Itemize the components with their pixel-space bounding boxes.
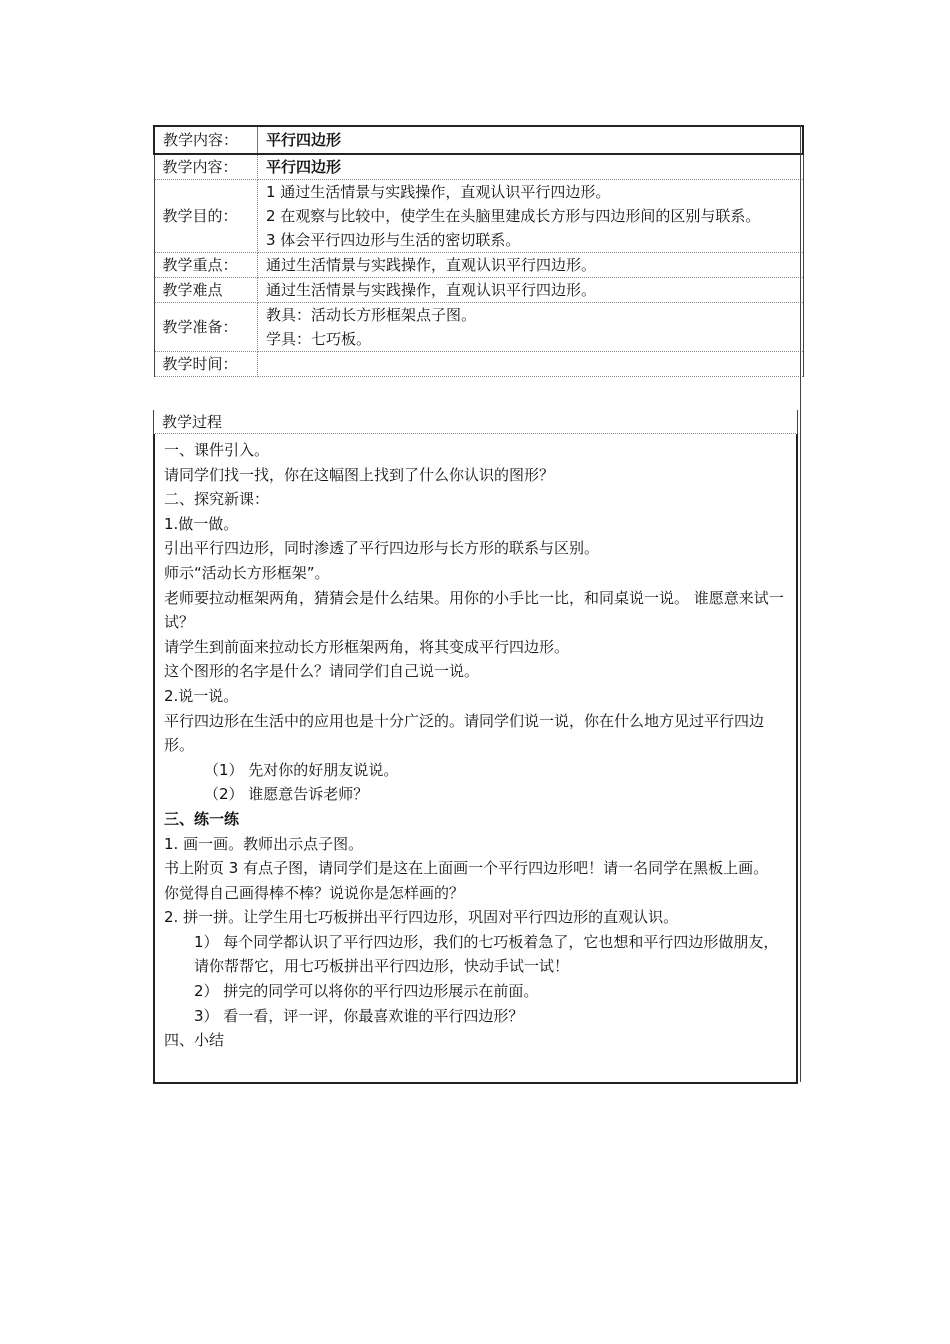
prep-student: 学具：七巧板。 [266, 330, 372, 348]
time-label: 教学时间： [154, 352, 258, 377]
difficulty-label: 教学难点 [154, 278, 258, 303]
process-line: 2.说一说。 [164, 686, 239, 705]
process-line: 1） 每个同学都认识了平行四边形，我们的七巧板着急了，它也想和平行四边形做朋友，请你帮帮它，用七巧板拼出平行四边形，快动手试一试！ [194, 932, 779, 976]
process-line: 1.做一做。 [164, 514, 239, 533]
goals-label: 教学目的： [154, 180, 258, 253]
header-row [154, 126, 803, 154]
header-value: 平行四边形 [258, 126, 804, 154]
process-line: 二、探究新课： [164, 490, 270, 509]
process-line: 老师要拉动框架两角，猜猜会是什么结果。用你的小手比一比，和同桌说一说。 谁愿意来试一试？ [164, 588, 784, 632]
process-content [153, 434, 798, 1084]
process-line: 引出平行四边形，同时渗透了平行四边形与长方形的联系与区别。 [164, 539, 600, 558]
keypoint-value: 通过生活情景与实践操作，直观认识平行四边形。 [258, 253, 804, 278]
process-line: 1. 画一画。教师出示点子图。 [164, 834, 364, 853]
process-line: 书上附页 3 有点子图，请同学们是这在上面画一个平行四边形吧！请一名同学在黑板上画。 [164, 859, 769, 878]
process-title: 教学过程 [153, 410, 798, 434]
process-line: 2） 拼完的同学可以将你的平行四边形展示在前面。 [194, 982, 539, 1001]
time-row [154, 352, 803, 377]
prep-row [154, 303, 803, 352]
prep-teacher: 教具：活动长方形框架点子图。 [266, 306, 477, 324]
header-label: 教学内容： [154, 126, 258, 154]
time-value [258, 352, 804, 377]
content-label: 教学内容： [154, 154, 258, 180]
process-line: 请同学们找一找，你在这幅图上找到了什么你认识的图形？ [164, 465, 555, 484]
goals-row [154, 180, 803, 253]
process-line: 四、小结 [164, 1031, 225, 1050]
difficulty-value: 通过生活情景与实践操作，直观认识平行四边形。 [258, 278, 804, 303]
process-line: （2） 谁愿意告诉老师？ [204, 785, 369, 804]
goal-item: 3 体会平行四边形与生活的密切联系。 [266, 231, 521, 249]
table-outer-border [800, 125, 804, 1082]
process-line: 一、课件引入。 [164, 441, 270, 459]
goal-item: 1 通过生活情景与实践操作，直观认识平行四边形。 [266, 183, 611, 201]
content-row [154, 154, 803, 180]
process-line: 请学生到前面来拉动长方形框架两角，将其变成平行四边形。 [164, 637, 570, 656]
goals-list [258, 180, 804, 253]
process-line: 这个图形的名字是什么？请同学们自己说一说。 [164, 662, 480, 681]
goal-item: 2 在观察与比较中，使学生在头脑里建成长方形与四边形间的区别与联系。 [266, 207, 761, 225]
process-line: 平行四边形在生活中的应用也是十分广泛的。请同学们说一说，你在什么地方见过平行四边形。 [164, 711, 765, 755]
process-line: 师示“活动长方形框架”。 [164, 563, 330, 582]
process-line: 3） 看一看，评一评，你最喜欢谁的平行四边形？ [194, 1006, 524, 1025]
process-line: （1） 先对你的好朋友说说。 [204, 760, 399, 779]
keypoint-label: 教学重点： [154, 253, 258, 278]
lesson-info-table [153, 125, 804, 377]
process-line: 2. 拼一拼。让学生用七巧板拼出平行四边形，巩固对平行四边形的直观认识。 [164, 908, 679, 927]
content-value: 平行四边形 [258, 154, 804, 180]
prep-label: 教学准备： [154, 303, 258, 352]
prep-value [258, 303, 804, 352]
keypoint-row [154, 253, 803, 278]
process-line: 你觉得自己画得棒不棒？说说你是怎样画的？ [164, 883, 465, 902]
process-line: 三、练一练 [164, 809, 240, 828]
difficulty-row [154, 278, 803, 303]
